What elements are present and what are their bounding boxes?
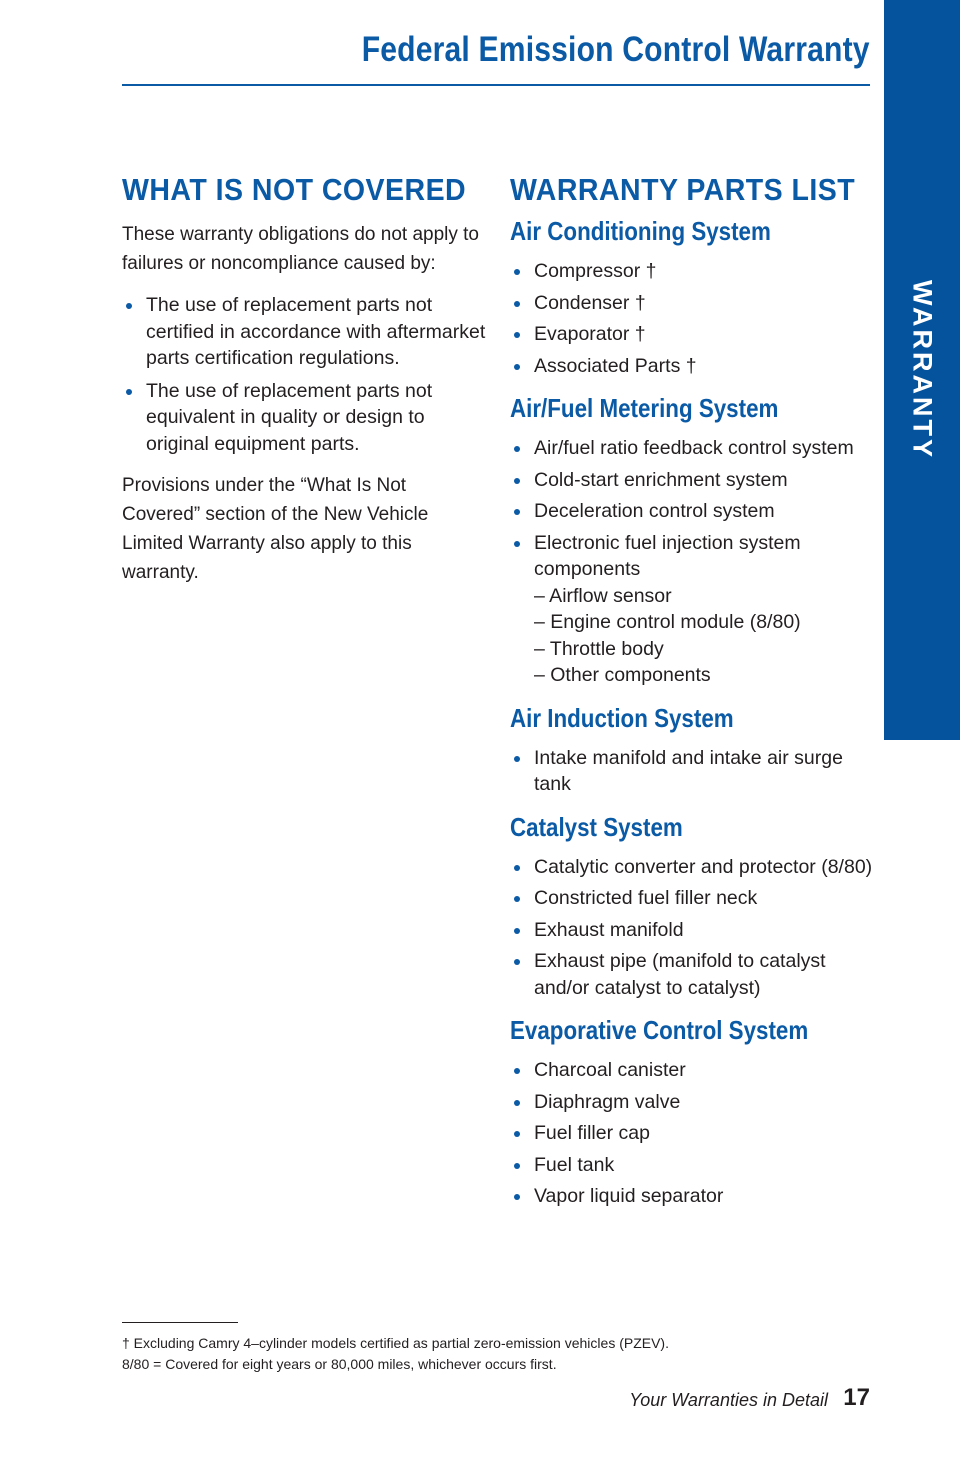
list-item: Air/fuel ratio feedback control system [510, 435, 875, 462]
bullet-icon [514, 301, 520, 307]
bullet-icon [514, 1194, 520, 1200]
footnote-rule [122, 1322, 238, 1323]
bullet-icon [126, 303, 132, 309]
bullet-icon [514, 509, 520, 515]
bullet-icon [514, 959, 520, 965]
evaporative-list [510, 1057, 875, 1210]
sub-list-item: – Airflow sensor [534, 584, 672, 607]
not-covered-intro: These warranty obligations do not apply to failures or noncompliance caused by: [122, 224, 479, 274]
catalyst-list [510, 854, 875, 1002]
list-item: Fuel tank [510, 1152, 875, 1179]
list-item: Vapor liquid separator [510, 1183, 875, 1210]
side-tab-label: WARRANTY [907, 280, 938, 460]
bullet-icon [514, 364, 520, 370]
parts-list-section [510, 168, 875, 1210]
bullet-icon [514, 332, 520, 338]
catalyst-heading: Catalyst System [510, 811, 683, 842]
air-induction-heading: Air Induction System [510, 702, 734, 733]
list-item: Electronic fuel injection system components – Airflow sensor – Engine control module (8/80) – Throttle body – Other components [510, 530, 875, 689]
header-rule [122, 84, 870, 86]
list-item: Compressor † [510, 258, 875, 285]
bullet-icon [514, 896, 520, 902]
bullet-icon [514, 1131, 520, 1137]
list-item: Exhaust pipe (manifold to catalyst and/or catalyst to catalyst) [510, 948, 875, 1001]
air-conditioning-list [510, 258, 875, 379]
footnote-8-80: 8/80 = Covered for eight years or 80,000 miles, whichever occurs first. [122, 1356, 557, 1372]
footnote-dagger: † Excluding Camry 4–cylinder models certified as partial zero-emission vehicles (PZEV). [122, 1335, 669, 1351]
bullet-icon [514, 446, 520, 452]
parts-list-heading: WARRANTY PARTS LIST [510, 172, 856, 207]
page-number: 17 [843, 1384, 870, 1411]
bullet-icon [514, 541, 520, 547]
bullet-icon [514, 269, 520, 275]
bullet-icon [514, 478, 520, 484]
page-title: Federal Emission Control Warranty [361, 30, 870, 69]
footer-text: Your Warranties in Detail [629, 1390, 828, 1410]
not-covered-list [122, 292, 487, 457]
list-item: Diaphragm valve [510, 1089, 875, 1116]
list-item: Deceleration control system [510, 498, 875, 525]
air-induction-list [510, 745, 875, 798]
not-covered-section [122, 168, 487, 587]
air-conditioning-heading: Air Conditioning System [510, 216, 771, 246]
bullet-icon [514, 865, 520, 871]
bullet-icon [514, 928, 520, 934]
air-fuel-heading: Air/Fuel Metering System [510, 393, 779, 423]
bullet-icon [126, 389, 132, 395]
not-covered-provisions: Provisions under the “What Is Not Covered” section of the New Vehicle Limited Warranty also apply to this warranty. [122, 475, 429, 583]
bullet-icon [514, 1100, 520, 1106]
list-item: Intake manifold and intake air surge tank [510, 745, 875, 798]
bullet-icon [514, 1068, 520, 1074]
list-item: Cold-start enrichment system [510, 467, 875, 494]
list-item: Charcoal canister [510, 1057, 875, 1084]
sub-list-item: – Other components [534, 664, 711, 686]
list-item: The use of replacement parts not certified in accordance with aftermarket parts certification regulations. [122, 292, 487, 372]
list-item: Exhaust manifold [510, 917, 875, 944]
list-item: Catalytic converter and protector (8/80) [510, 854, 875, 881]
bullet-icon [514, 756, 520, 762]
list-item: Associated Parts † [510, 353, 875, 380]
list-item: Evaporator † [510, 321, 875, 348]
list-item: Constricted fuel filler neck [510, 885, 875, 912]
evaporative-heading: Evaporative Control System [510, 1015, 809, 1045]
sub-list-item: – Engine control module (8/80) [534, 611, 801, 633]
list-item: The use of replacement parts not equivalent in quality or design to original equipment parts. [122, 378, 487, 458]
sub-list-item: – Throttle body [534, 637, 664, 660]
side-tab [884, 0, 960, 740]
list-item: Fuel filler cap [510, 1120, 875, 1147]
air-fuel-list [510, 435, 875, 689]
bullet-icon [514, 1163, 520, 1169]
list-item: Condenser † [510, 290, 875, 317]
not-covered-heading: WHAT IS NOT COVERED [122, 172, 467, 207]
